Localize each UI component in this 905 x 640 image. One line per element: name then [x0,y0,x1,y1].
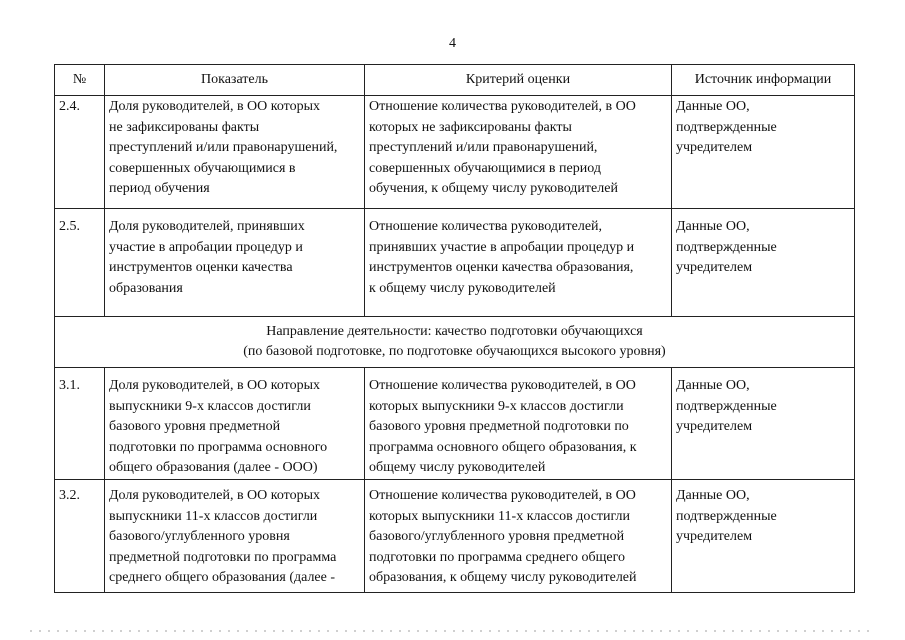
indicator-line: образования [109,280,183,296]
row-number: 2.4. [55,96,105,209]
source-cell [672,480,855,593]
row-number: 3.1. [55,368,105,480]
section-heading [55,317,855,368]
criterion-cell [365,480,672,593]
criterion-line: подготовки по программа среднего общего [369,549,626,565]
criterion-cell [365,209,672,317]
criterion-line: обучения, к общему числу руководителей [369,181,618,196]
indicator-line: участие в апробации процедур и [109,239,303,255]
indicator-line: подготовки по программа основного [109,439,328,455]
source-line: Данные ОО, [676,488,750,503]
table-row [55,96,855,209]
source-line: учредителем [676,419,753,434]
row-number: 2.5. [55,209,105,317]
section-row [55,317,855,368]
indicator-line: совершенных обучающимися в [109,160,296,176]
source-cell [672,209,855,317]
header-number: № [55,65,105,96]
source-line: подтвержденные [676,398,777,414]
criterion-line: принявших участие в апробации процедур и [369,239,635,255]
criterion-line: которых выпускники 9-х классов достигли [369,398,624,414]
source-line: учредителем [676,529,753,544]
indicator-line: не зафиксированы факты [109,119,260,135]
indicator-line: выпускники 11-х классов достигли [109,508,318,524]
source-line: Данные ОО, [676,378,750,393]
source-line: Данные ОО, [676,219,750,234]
criterion-line: Отношение количества руководителей, в ОО [369,378,636,393]
section-heading-line: (по базовой подготовке, по подготовке обучающихся высокого уровня) [243,344,666,359]
header-source: Источник информации [672,65,855,96]
criterion-line: программа основного общего образования, к [369,439,637,455]
criterion-line: которых не зафиксированы факты [369,119,572,135]
source-line: учредителем [676,260,753,275]
indicators-table [54,64,855,593]
row-number: 3.2. [55,480,105,593]
source-cell [672,96,855,209]
indicator-line: период обучения [109,181,210,196]
source-line: учредителем [676,140,753,155]
criterion-cell [365,96,672,209]
indicator-line: общего образования (далее - ООО) [109,460,318,475]
indicator-line: среднего общего образования (далее - [109,570,336,585]
criterion-line: к общему числу руководителей [369,280,556,296]
source-line: подтвержденные [676,239,777,255]
header-criterion: Критерий оценки [365,65,672,96]
section-heading-line: Направление деятельности: качество подготовки обучающихся [266,323,643,339]
indicator-line: базового уровня предметной [109,419,281,434]
indicator-line: инструментов оценки качества [109,260,293,275]
criterion-line: преступлений и/или правонарушений, [369,140,598,155]
indicator-line: Доля руководителей, в ОО которых [109,378,321,393]
criterion-line: которых выпускники 11-х классов достигли [369,508,631,524]
indicator-line: выпускники 9-х классов достигли [109,398,311,414]
indicator-line: предметной подготовки по программа [109,549,337,565]
header-indicator: Показатель [105,65,365,96]
table-row [55,480,855,593]
indicator-cell [105,209,365,317]
indicator-cell [105,96,365,209]
criterion-line: совершенных обучающимися в период [369,160,601,176]
indicator-line: преступлений и/или правонарушений, [109,140,338,155]
source-line: подтвержденные [676,508,777,524]
criterion-line: Отношение количества руководителей, в ОО [369,99,636,114]
indicator-line: Доля руководителей, в ОО которых [109,488,321,503]
criterion-line: Отношение количества руководителей, в ОО [369,488,636,503]
scan-artifact-strip [30,630,870,632]
source-line: подтвержденные [676,119,777,135]
indicator-line: Доля руководителей, принявших [109,219,305,234]
source-line: Данные ОО, [676,99,750,114]
criterion-line: образования, к общему числу руководителей [369,570,637,585]
criterion-line: базового уровня предметной подготовки по [369,419,629,434]
indicator-line: базового/углубленного уровня [109,529,290,544]
indicator-line: Доля руководителей, в ОО которых [109,99,321,114]
criterion-line: общему числу руководителей [369,460,546,475]
criterion-line: базового/углубленного уровня предметной [369,529,625,544]
criterion-line: Отношение количества руководителей, [369,219,603,234]
criterion-cell [365,368,672,480]
table-row [55,209,855,317]
indicator-cell [105,480,365,593]
table-row [55,368,855,480]
criterion-line: инструментов оценки качества образования, [369,260,634,275]
indicator-cell [105,368,365,480]
source-cell [672,368,855,480]
page-number: 4 [449,36,456,51]
table-header-row [55,65,855,96]
